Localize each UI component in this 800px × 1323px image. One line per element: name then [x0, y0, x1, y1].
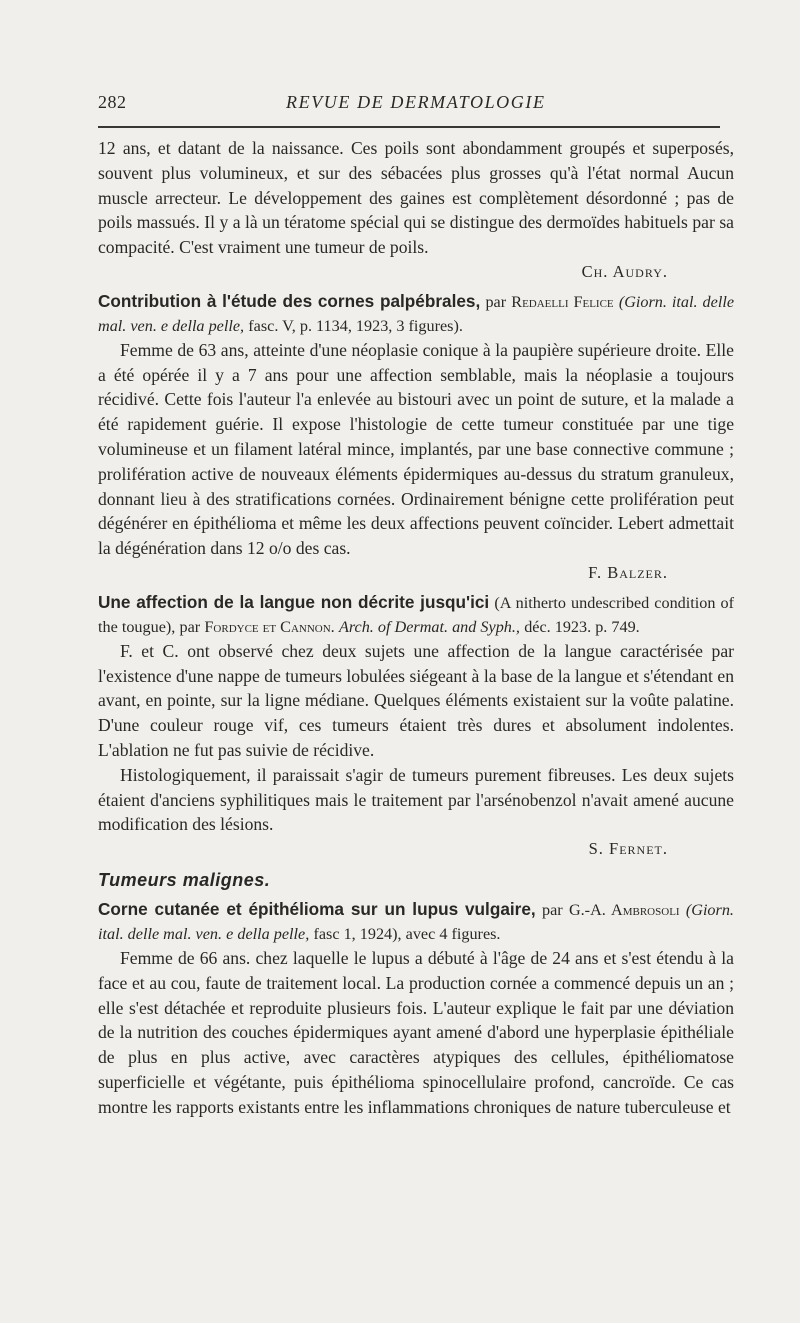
- article-3-body: Femme de 66 ans. chez laquelle le lupus a débuté à l'âge de 24 ans et s'est étendu à la face et au cou, faute de traitement local. La production cornée a commencé depuis un an ; elle s'est détachée et reproduite plusieurs fois. L'auteur explique le fait par une déviation de la nutrition des couches épidermiques ayant amené d'abord une hyperplasie épithéliale de plus en plus active, avec caractères atypiques des cellules, épithéliomatose superficielle et végétante, puis épithélioma spinocellulaire profond, cancroïde. Ce cas montre les rapports existants entre les inflammations chroniques de nature tuberculeuse et: [98, 947, 734, 1117]
- page-number: 282: [98, 92, 127, 112]
- article-2-body-2: Histologiquement, il paraissait s'agir de tumeurs purement fibreuses. Les deux sujets étaient d'anciens syphilitiques mais le traitement par l'arsénobenzol n'avait amené aucune modification des lésions.: [98, 764, 734, 835]
- article-3-heading: [98, 897, 734, 946]
- article-2-by: par: [179, 617, 201, 636]
- article-3-author: G.-A. Ambrosoli: [568, 900, 680, 919]
- article-1-signature: [98, 561, 734, 586]
- article-1-journal: (Giorn. ital. delle mal. ven. e della pelle,: [98, 292, 735, 335]
- running-header: [98, 92, 734, 126]
- article-3-details: fasc 1, 1924), avec 4 figures.: [313, 924, 501, 943]
- article-3-journal: (Giorn. ital. delle mal. ven. e della pelle,: [98, 900, 734, 943]
- article-2-heading: [98, 590, 734, 639]
- article-1-body: Femme de 63 ans, atteinte d'une néoplasie conique à la paupière supérieure droite. Elle a été opérée il y a 7 ans pour une affection semblable, mais la néoplasie a toujours récidivé. Cette fois l'auteur l'a enlevée au bistouri avec un point de suture, et la malade a été rapidement guérie. Il expose l'histologie de cette tumeur constituée par une tige volumineuse et un filament latéral mince, implantés, par une base connective commune ; prolifération active de nouveaux éléments épidermiques au-dessus du stratum granuleux, donnant lieu à des stratifications cornées. Ordinairement bénigne cette prolifération peut dégénérer en épithélioma et même les deux affections peuvent coïncider. Lebert admettait la dégénération dans 12 o/o des cas.: [98, 339, 734, 559]
- article-2-body-1: F. et C. ont observé chez deux sujets une affection de la langue caractérisée par l'existence d'une nappe de tumeurs lobulées siégeant à la base de la langue et s'étendant en avant, en pointe, sur la ligne médiane. Quelques éléments existaient sur la voûte palatine. D'une couleur rouge vif, ces tumeurs étaient très dures et absolument indolentes. L'ablation ne fut pas suivie de récidive.: [98, 640, 734, 760]
- article-3-title: Corne cutanée et épithélioma sur un lupus vulgaire,: [98, 898, 536, 919]
- article-3-by: par: [541, 900, 563, 919]
- continuation-paragraph: 12 ans, et datant de la naissance. Ces poils sont abondamment groupés et superposés, souvent plus volumineux, et sur des sébacées plus grosses qu'à l'état normal Aucun muscle arrecteur. Le développement des gaines est complètement désordonné ; pas de poils massués. Il y a là un tératome spécial qui se distingue des dermoïdes habituels par sa compacité. C'est vraiment une tumeur de poils.: [98, 138, 734, 258]
- article-1-title: Contribution à l'étude des cornes palpébrales,: [98, 290, 481, 311]
- article-2-title: Une affection de la langue non décrite jusqu'ici: [98, 591, 490, 612]
- article-1-by: par: [485, 292, 507, 311]
- signature-name: S. Fernet.: [588, 839, 668, 859]
- article-2-subtitle: (A nitherto undescribed condition of the tougue),: [98, 593, 734, 636]
- signature-name: Ch. Audry.: [581, 261, 668, 281]
- journal-page: [98, 92, 734, 1120]
- journal-title: REVUE DE DERMATOLOGIE: [286, 92, 546, 112]
- article-2-details: déc. 1923. p. 749.: [524, 617, 640, 636]
- article-2-signature: [98, 837, 734, 862]
- article-2-journal: Arch. of Dermat. and Syph.,: [338, 617, 520, 636]
- header-rule: [98, 126, 720, 128]
- continuation-signature: [98, 260, 734, 285]
- article-1-heading: [98, 289, 734, 338]
- signature-name: F. Balzer.: [588, 562, 668, 582]
- section-heading: Tumeurs malignes.: [98, 869, 271, 890]
- article-2-authors: Fordyce et Cannon.: [204, 617, 335, 636]
- article-1-details: fasc. V, p. 1134, 1923, 3 figures).: [248, 316, 463, 335]
- article-1-author: Redaelli Felice: [511, 292, 614, 311]
